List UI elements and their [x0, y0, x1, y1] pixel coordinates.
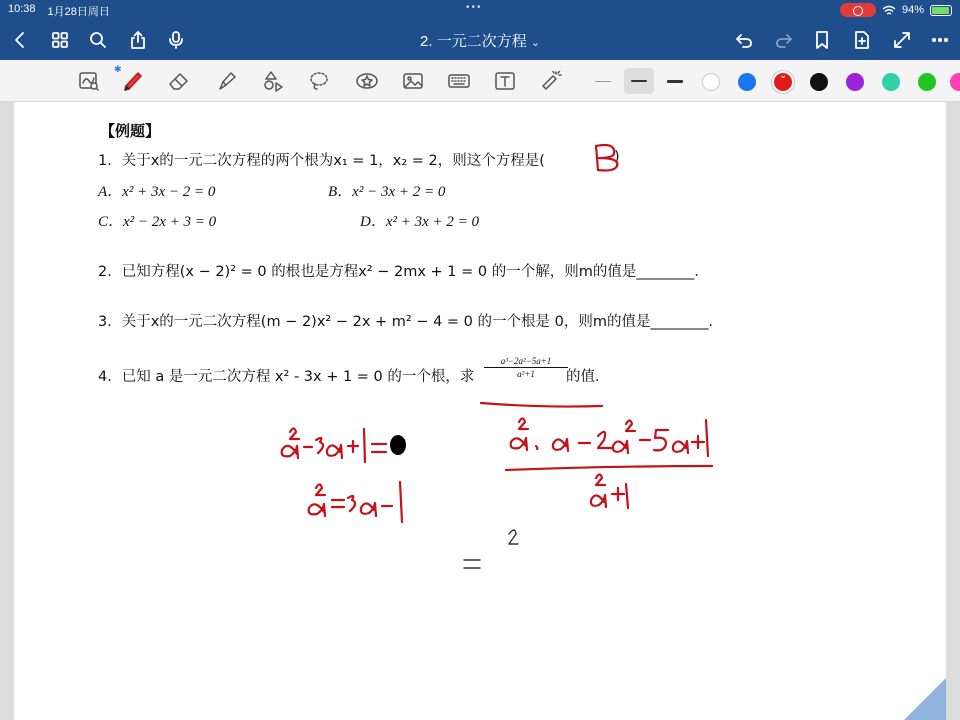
lasso-icon[interactable] — [306, 68, 332, 94]
question-2: 2．已知方程(x − 2)² = 0 的根也是方程x² − 2mx + 1 = 0 的一个解，则m的值是________． — [98, 264, 709, 280]
text-icon[interactable] — [492, 68, 518, 94]
question-4: 4．已知 a 是一元二次方程 x² - 3x + 1 = 0 的一个根，求 — [98, 369, 475, 385]
color-green-swatch[interactable] — [918, 73, 936, 91]
pen-icon[interactable] — [120, 68, 146, 94]
keyboard-icon[interactable] — [446, 68, 472, 94]
battery-percent: 94% — [901, 4, 924, 16]
wifi-icon — [882, 5, 896, 16]
section-heading: 【例题】 — [100, 122, 161, 140]
battery-icon — [930, 5, 952, 16]
status-date: 1月28日周日 — [47, 6, 110, 18]
color-red-swatch[interactable] — [774, 73, 792, 91]
color-blue-swatch[interactable] — [738, 73, 756, 91]
sticker-icon[interactable] — [354, 68, 380, 94]
redo-icon[interactable] — [770, 26, 798, 54]
worksheet-content — [14, 102, 946, 720]
stroke-thick-button[interactable] — [660, 68, 690, 94]
page-curl-icon[interactable] — [904, 678, 946, 720]
option-d: D．x² + 3x + 2 = 0 — [360, 214, 480, 230]
color-purple-swatch[interactable] — [846, 73, 864, 91]
question-3: 3．关于x的一元二次方程(m − 2)x² − 2x + m² − 4 = 0 的一个根是 0，则m的值是________． — [98, 314, 723, 330]
lasso-zoom-icon[interactable] — [76, 68, 102, 94]
option-a: A．x² + 3x − 2 = 0 — [98, 184, 216, 200]
canvas-area[interactable] — [0, 102, 960, 720]
question-1-close-paren: ) — [614, 149, 620, 165]
add-page-icon[interactable] — [848, 26, 876, 54]
drawing-toolbar — [0, 60, 960, 102]
eraser-icon[interactable] — [166, 68, 192, 94]
document-title-text: 2. 一元二次方程 — [420, 33, 527, 50]
color-teal-swatch[interactable] — [882, 73, 900, 91]
fraction-denominator: a²+1 — [517, 369, 535, 379]
color-white-swatch[interactable] — [702, 73, 720, 91]
note-page[interactable] — [14, 102, 946, 720]
option-b: B．x² − 3x + 2 = 0 — [328, 184, 446, 200]
laser-pointer-icon[interactable] — [538, 68, 564, 94]
stroke-thin-button[interactable] — [588, 68, 618, 94]
fraction-numerator: a³−2a²−5a+1 — [484, 356, 568, 368]
status-bar — [0, 0, 960, 20]
nav-bar — [0, 20, 960, 60]
shapes-icon[interactable] — [260, 68, 286, 94]
image-icon[interactable] — [400, 68, 426, 94]
option-c: C．x² − 2x + 3 = 0 — [98, 214, 217, 230]
color-pink-swatch[interactable] — [950, 73, 960, 91]
status-time: 10:38 — [8, 3, 36, 15]
question-4-fraction — [484, 356, 568, 379]
chevron-down-icon: ⌄ — [530, 37, 540, 49]
screen-recording-icon[interactable] — [840, 3, 876, 17]
question-1: 1．关于x的一元二次方程的两个根为x₁ = 1，x₂ = 2，则这个方程是( — [98, 153, 545, 169]
more-options-icon[interactable] — [926, 26, 954, 54]
question-4-suffix: 的值． — [566, 369, 610, 385]
highlighter-icon[interactable] — [214, 68, 240, 94]
undo-icon[interactable] — [730, 26, 758, 54]
multitasking-dots-icon[interactable]: ••• — [466, 2, 483, 13]
bluetooth-icon: ✱ — [114, 64, 122, 74]
collapse-toolbar-icon[interactable] — [888, 26, 916, 54]
bookmark-icon[interactable] — [808, 26, 836, 54]
color-black-swatch[interactable] — [810, 73, 828, 91]
stroke-medium-button[interactable] — [624, 68, 654, 94]
